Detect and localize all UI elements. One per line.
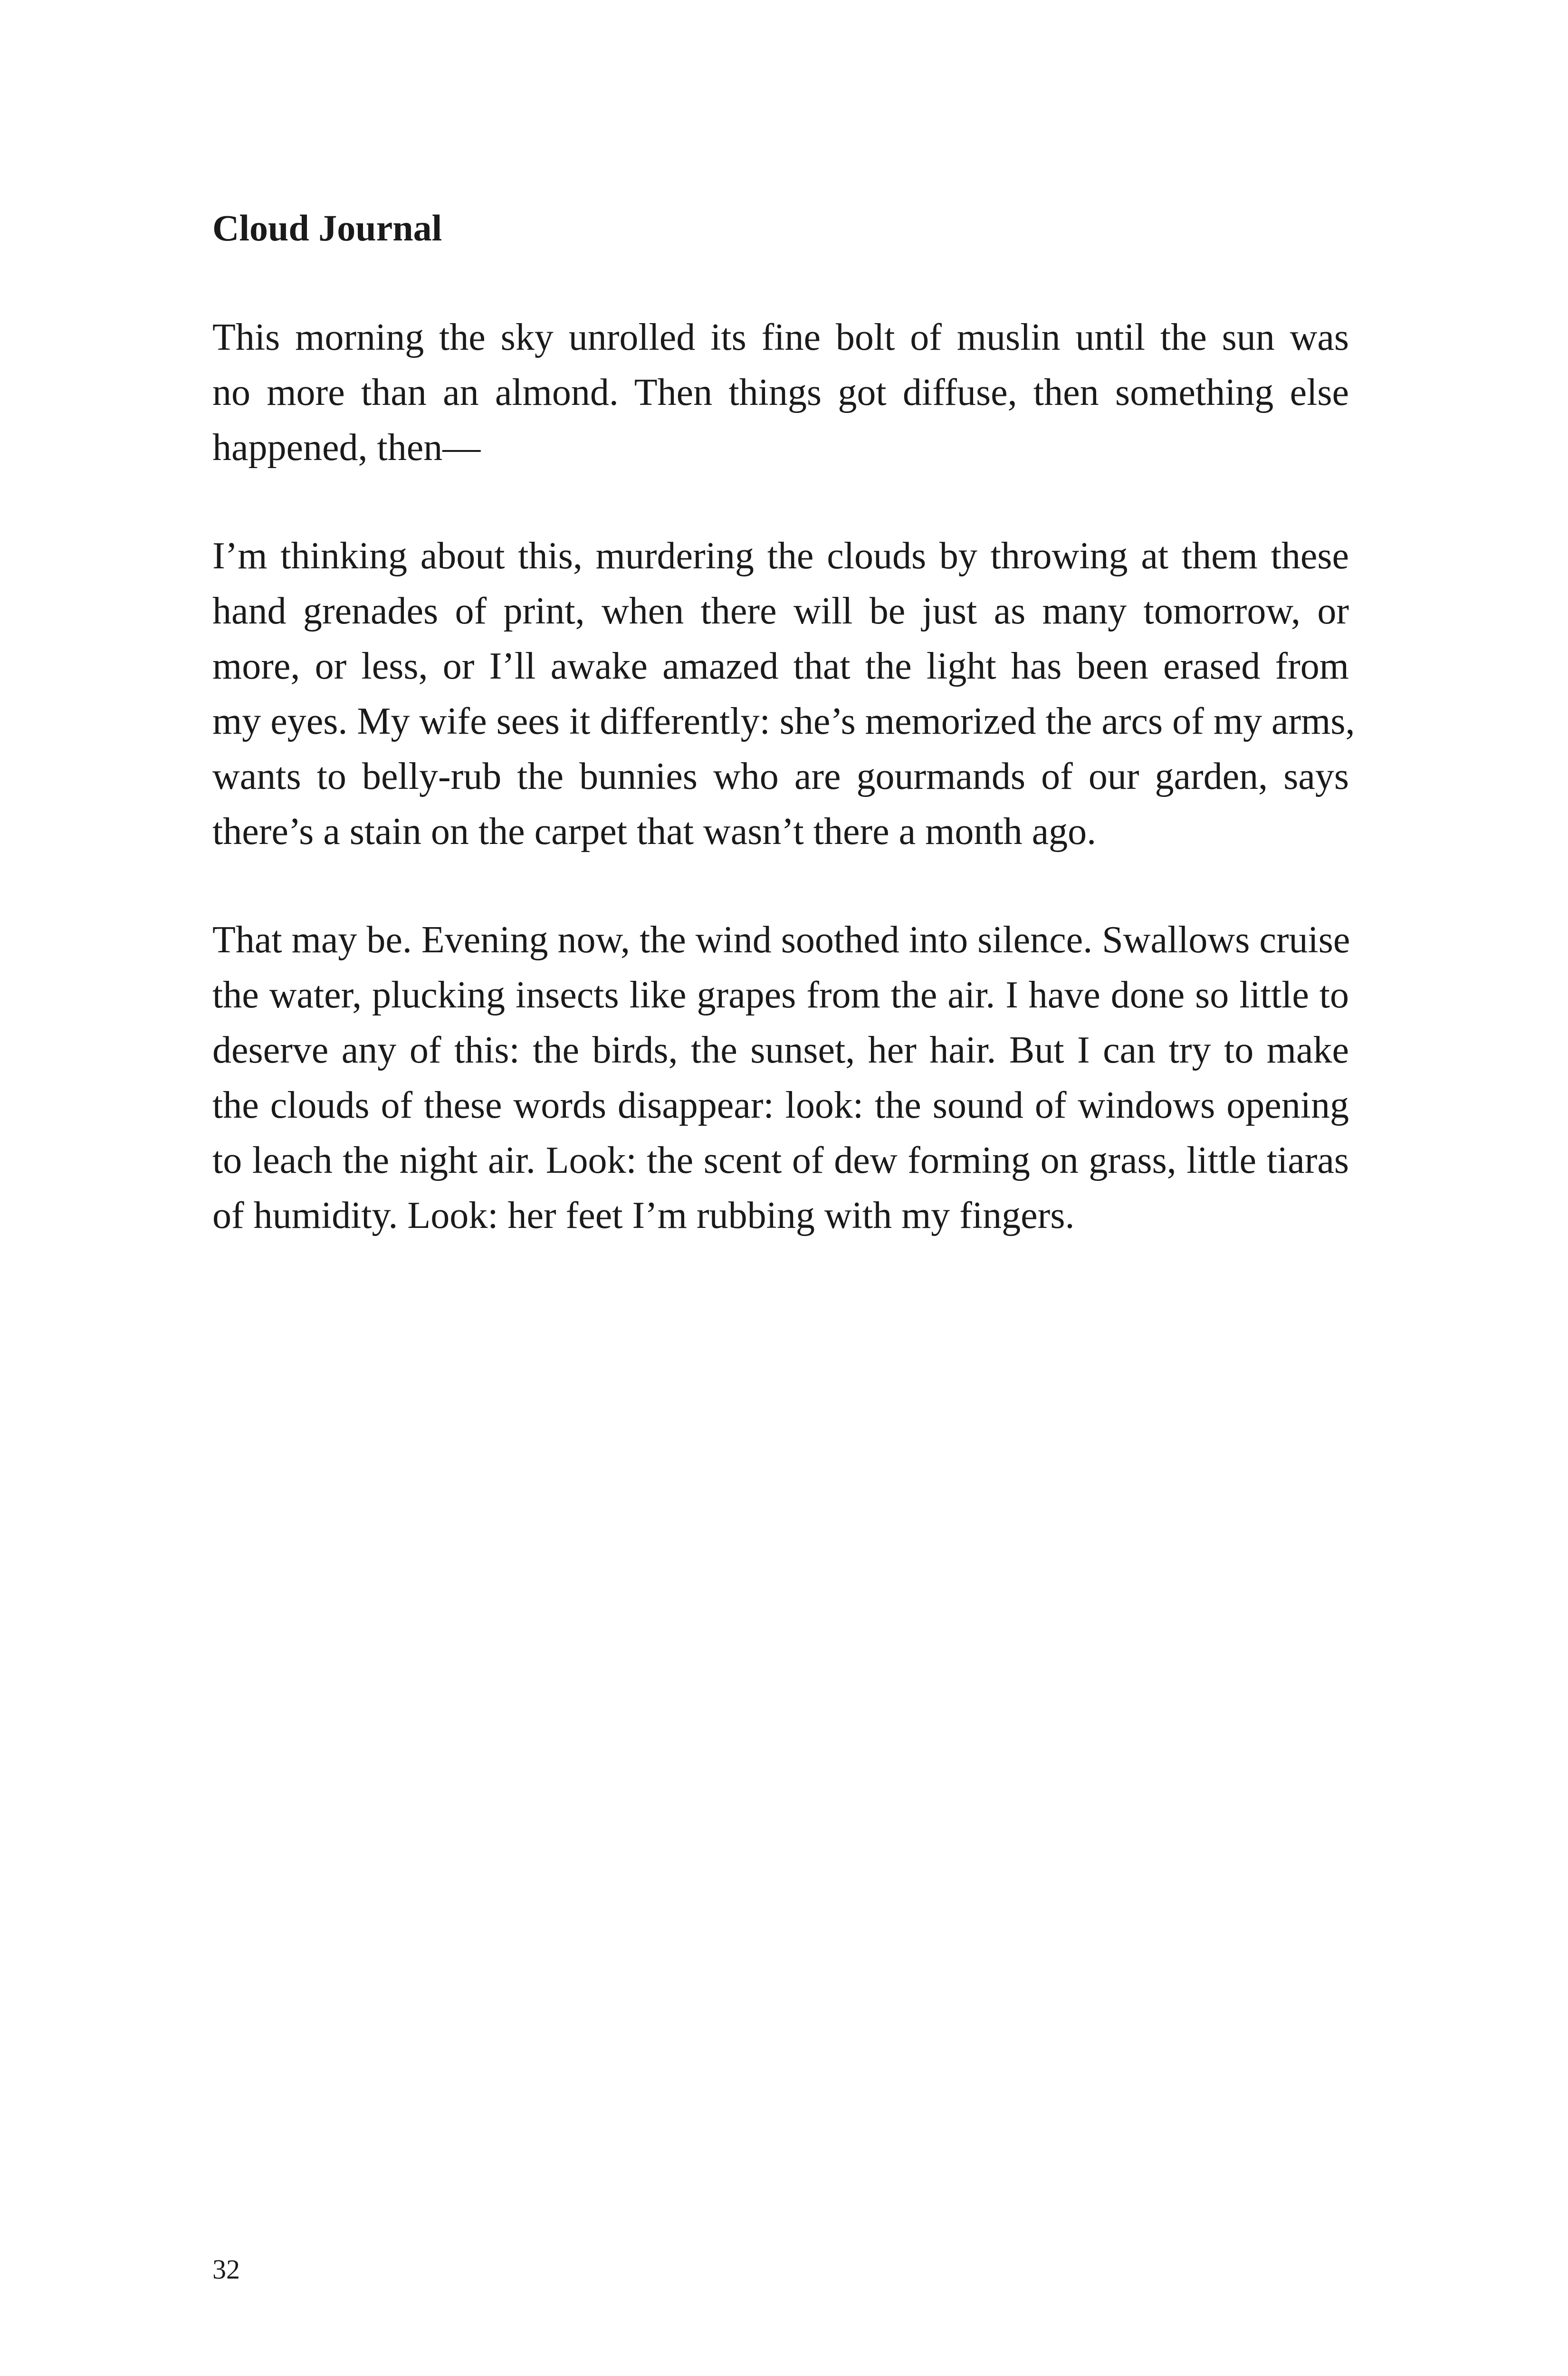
poem-line: to leach the night air. Look: the scent of dew forming on grass, little tiaras: [212, 1140, 1349, 1181]
page-number: 32: [212, 2254, 240, 2285]
poem-line: more, or less, or I’ll awake amazed that the light has been erased from: [212, 645, 1349, 687]
stanza-2: [212, 528, 1355, 859]
poem-title: Cloud Journal: [212, 207, 442, 249]
poem-line: there’s a stain on the carpet that wasn’t there a month ago.: [212, 811, 1097, 853]
poem-line: deserve any of this: the birds, the sunset, her hair. But I can try to make: [212, 1029, 1349, 1071]
poem-line: I’m thinking about this, murdering the clouds by throwing at them these: [212, 535, 1349, 577]
poem-line: of humidity. Look: her feet I’m rubbing with my fingers.: [212, 1195, 1075, 1236]
poem-line: This morning the sky unrolled its fine bolt of muslin until the sun was: [212, 316, 1349, 358]
poem-line: happened, then—: [212, 427, 481, 469]
poem-line: That may be. Evening now, the wind soothed into silence. Swallows cruise: [212, 919, 1350, 961]
poem-line: hand grenades of print, when there will be just as many tomorrow, or: [212, 590, 1349, 632]
poem-line: the water, plucking insects like grapes from the air. I have done so little to: [212, 974, 1349, 1016]
poem-line: my eyes. My wife sees it differently: she’s memorized the arcs of my arms,: [212, 700, 1355, 742]
stanza-3: [212, 912, 1349, 1243]
poem: [212, 200, 1355, 1243]
poem-line: wants to belly-rub the bunnies who are gourmands of our garden, says: [212, 756, 1349, 797]
poem-line: the clouds of these words disappear: look: the sound of windows opening: [212, 1084, 1349, 1126]
poem-line: no more than an almond. Then things got diffuse, then something else: [212, 372, 1349, 413]
stanza-1: [212, 310, 1349, 475]
